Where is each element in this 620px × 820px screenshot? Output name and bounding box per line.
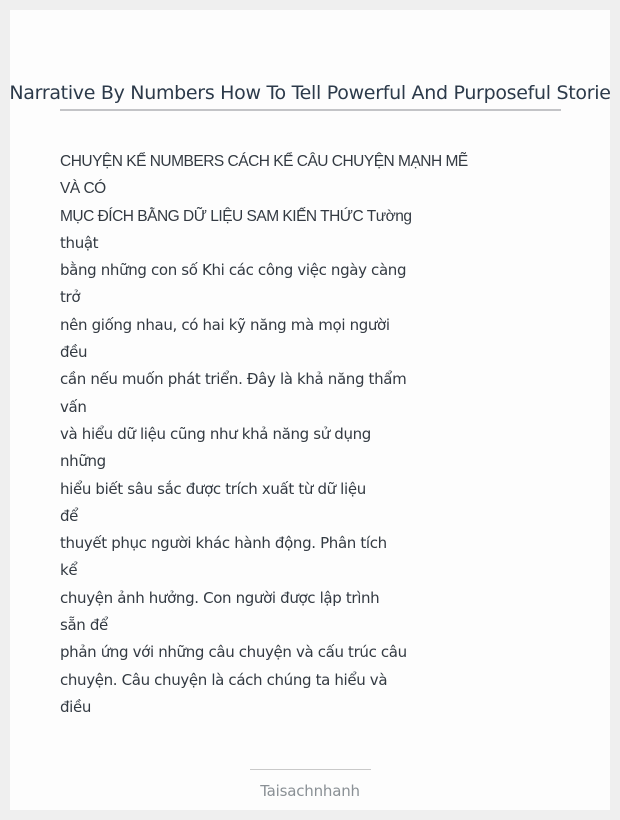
body-line: bằng những con số Khi các công việc ngày càng (60, 261, 407, 280)
document-card (10, 10, 610, 810)
body-line: kể (60, 561, 78, 580)
body-line: để (60, 506, 79, 525)
title-divider (60, 109, 561, 111)
body-line: thuật (60, 233, 99, 252)
body-line: hiểu biết sâu sắc được trích xuất từ dữ liệu (60, 479, 366, 498)
body-line: những (60, 452, 106, 471)
footer-divider (250, 769, 371, 770)
body-line: điều (60, 697, 92, 716)
body-line: trở (60, 288, 81, 307)
body-line: nên giống nhau, có hai kỹ năng mà mọi người (60, 315, 390, 334)
body-line: sẵn để (60, 616, 108, 635)
body-line: thuyết phục người khác hành động. Phân tích (60, 534, 387, 553)
footer-brand: Taisachnhanh (260, 782, 360, 800)
body-line: CHUYỆN KỂ NUMBERS CÁCH KỂ CÂU CHUYỆN MẠNH MẼ (60, 153, 468, 170)
body-line: và hiểu dữ liệu cũng như khả năng sử dụng (60, 424, 371, 443)
body-line: chuyện ảnh hưởng. Con người được lập trình (60, 588, 380, 607)
body-line: cần nếu muốn phát triển. Đây là khả năng thẩm (60, 370, 407, 389)
body-line: vấn (60, 397, 87, 416)
body-line: VÀ CÓ (60, 180, 106, 198)
document-body (60, 148, 480, 721)
document-title: Narrative By Numbers How To Tell Powerful And Purposeful Storie (9, 82, 611, 104)
body-line: đều (60, 343, 88, 362)
body-line: MỤC ĐÍCH BẰNG DỮ LIỆU SAM KIẾN THỨC Tường (60, 207, 412, 225)
body-line: phản ứng với những câu chuyện và cấu trúc câu (60, 643, 407, 662)
body-line: chuyện. Câu chuyện là cách chúng ta hiểu và (60, 670, 388, 689)
